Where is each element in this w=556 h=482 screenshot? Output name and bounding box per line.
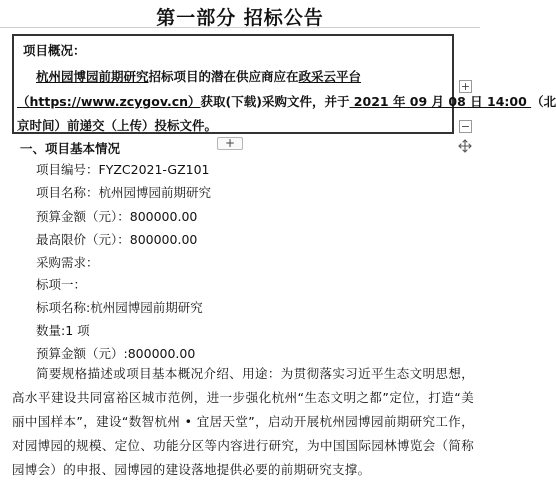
procurement-demand: 采购需求：	[36, 255, 99, 270]
budget-amount: 预算金额（元）：800000.00	[36, 209, 198, 224]
lot-quantity: 数量:1 项	[36, 323, 90, 338]
lot-name: 标项名称:杭州园博园前期研究	[36, 300, 203, 315]
overview-line-2	[17, 92, 556, 110]
title-divider	[0, 27, 480, 28]
overview-platform: 政采云平台	[298, 69, 362, 84]
overview-line1-text: 招标项目的潜在供应商应在	[148, 69, 299, 84]
project-name: 项目名称：杭州园博园前期研究	[36, 185, 212, 200]
add-row-button[interactable]: +	[217, 137, 243, 150]
overview-project-name: 杭州园博园前期研究	[36, 69, 149, 84]
overview-line2-text: 获取(下载)采购文件，并于	[200, 94, 350, 109]
lot-one: 标项一：	[36, 277, 87, 292]
project-overview-box[interactable]	[12, 34, 556, 134]
document-title: 第一部分 招标公告	[156, 7, 324, 29]
section-heading: 一、项目基本情况	[20, 141, 121, 156]
overview-deadline: 2021 年 09 月 08 日 14:00	[349, 94, 532, 109]
max-price: 最高限价（元）：800000.00	[36, 232, 198, 247]
overview-label: 项目概况：	[23, 43, 86, 58]
lot-budget: 预算金额（元）:800000.00	[36, 346, 196, 361]
expand-plus-button[interactable]: +	[460, 80, 471, 93]
collapse-minus-button[interactable]: −	[460, 120, 471, 133]
project-number: 项目编号：FYZC2021-GZ101	[36, 162, 210, 177]
project-description: 简要规格描述或项目基本概况介绍、用途：为贯彻落实习近平生态文明思想，高水平建设共同富裕区城市范例，进一步强化杭州“生态文明之都”定位，打造“美丽中国样本”，建设“数智杭州 • 宜居天堂”，启动开展杭州园博园前期研究工作，对园博园的规模、定位、功能分区等内容进行研究，为中国国际园林博览会（简称园博会）的申报、园博园的建设落地提供必要的前期研究支撑。	[12, 366, 474, 477]
move-arrows-icon[interactable]	[458, 139, 472, 153]
overview-url: （https://www.zcygov.cn）	[17, 94, 201, 109]
overview-line-1	[36, 67, 361, 85]
overview-line2-end: （北	[531, 94, 556, 109]
overview-line-3: 京时间）前递交（上传）投标文件。	[17, 118, 218, 133]
